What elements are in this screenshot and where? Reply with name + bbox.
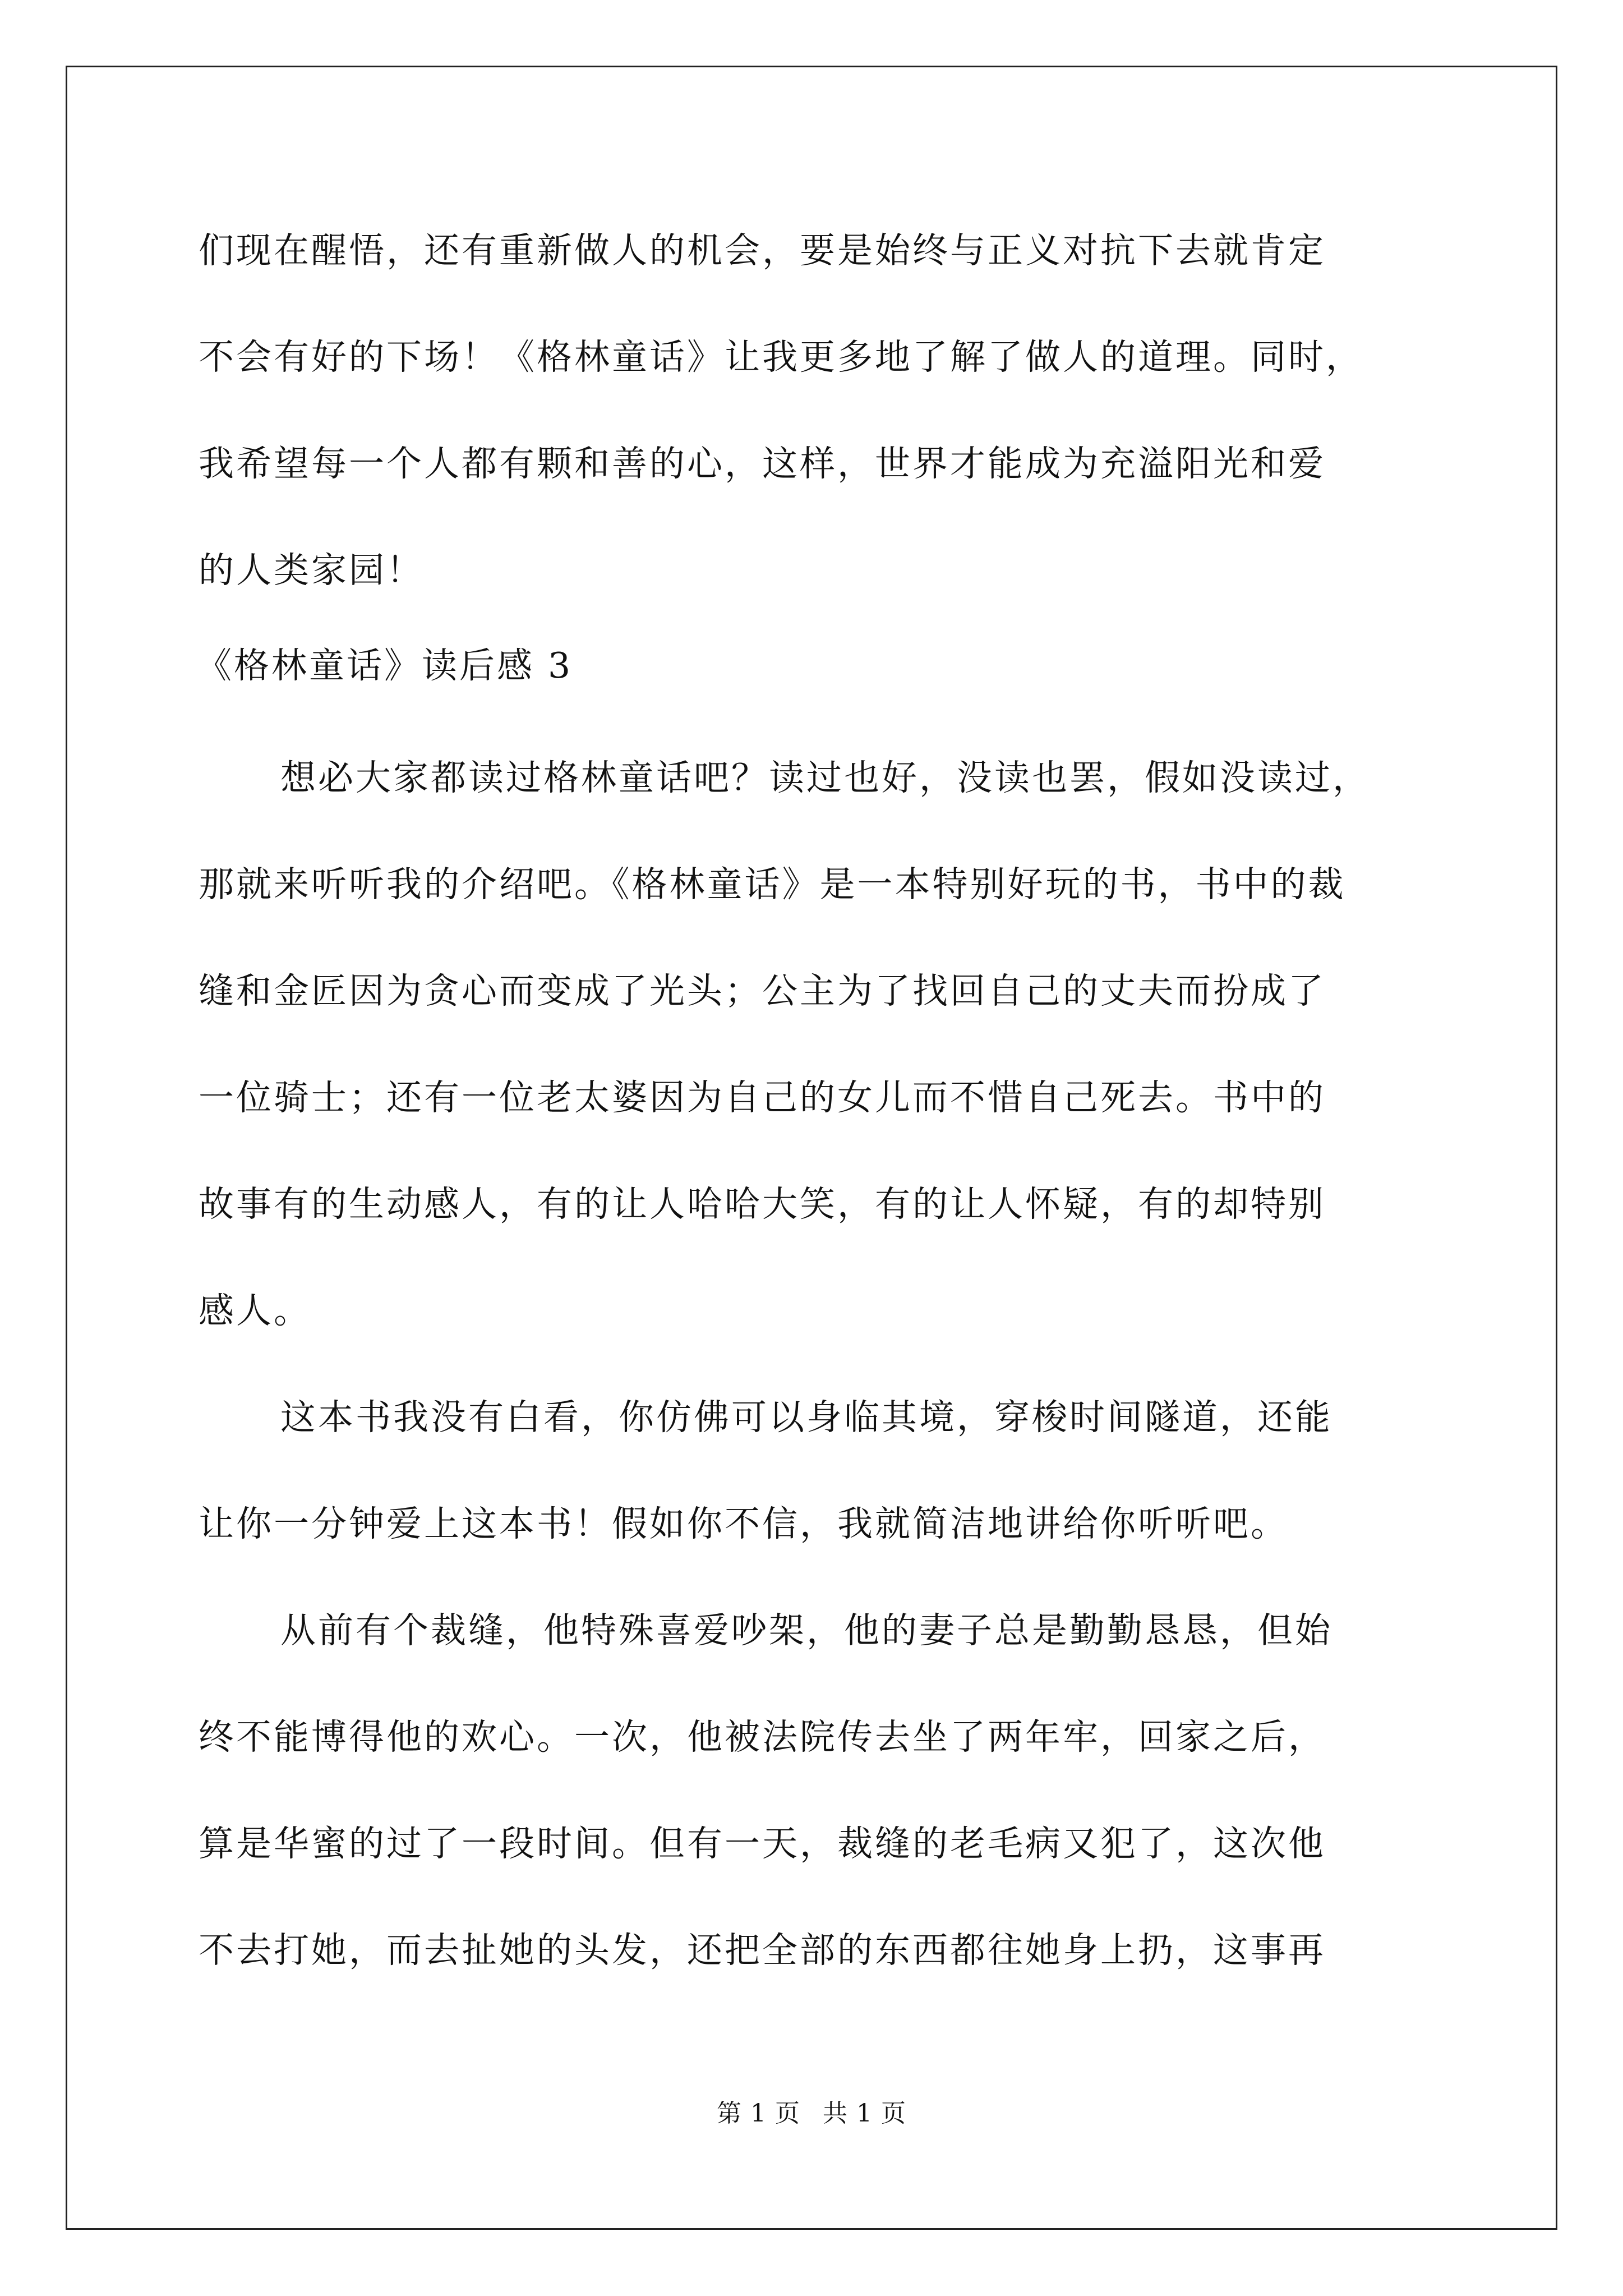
text-line: 算是华蜜的过了一段时间。但有一天，裁缝的老毛病又犯了，这次他 <box>199 1823 1326 1864</box>
text-line: 这本书我没有白看，你仿佛可以身临其境，穿梭时间隧道，还能 <box>280 1397 1332 1438</box>
page-frame <box>66 66 1557 2230</box>
text-line: 的人类家园！ <box>199 550 424 591</box>
text-line: 不去打她，而去扯她的头发，还把全部的东西都往她身上扔，这事再 <box>199 1930 1326 1971</box>
section-heading: 《格林童话》读后感 3 <box>196 645 573 686</box>
text-line: 故事有的生动感人，有的让人哈哈大笑，有的让人怀疑，有的却特别 <box>199 1184 1326 1225</box>
text-line: 从前有个裁缝，他特殊喜爱吵架，他的妻子总是勤勤恳恳，但始 <box>280 1610 1332 1651</box>
text-line: 我希望每一个人都有颗和善的心，这样，世界才能成为充溢阳光和爱 <box>199 443 1326 484</box>
text-line: 们现在醒悟，还有重新做人的机会，要是始终与正义对抗下去就肯定 <box>199 230 1326 271</box>
text-line: 那就来听听我的介绍吧。《格林童话》是一本特别好玩的书，书中的裁 <box>199 864 1346 905</box>
text-line: 让你一分钟爱上这本书！假如你不信，我就简洁地讲给你听听吧。 <box>199 1503 1288 1544</box>
page-number: 第 1 页 <box>717 2099 800 2128</box>
text-line: 缝和金匠因为贪心而变成了光头；公主为了找回自己的丈夫而扮成了 <box>199 970 1326 1011</box>
text-line: 终不能博得他的欢心。一次，他被法院传去坐了两年牢，回家之后， <box>199 1717 1326 1757</box>
text-line: 感人。 <box>199 1290 311 1331</box>
text-line: 不会有好的下场！《格林童话》让我更多地了解了做人的道理。同时， <box>199 337 1363 378</box>
text-line: 一位骑士；还有一位老太婆因为自己的女儿而不惜自己死去。书中的 <box>199 1077 1326 1118</box>
page-total: 共 1 页 <box>823 2099 906 2128</box>
page-footer <box>0 2097 1623 2131</box>
text-line: 想必大家都读过格林童话吧？读过也好，没读也罢，假如没读过， <box>280 757 1370 798</box>
